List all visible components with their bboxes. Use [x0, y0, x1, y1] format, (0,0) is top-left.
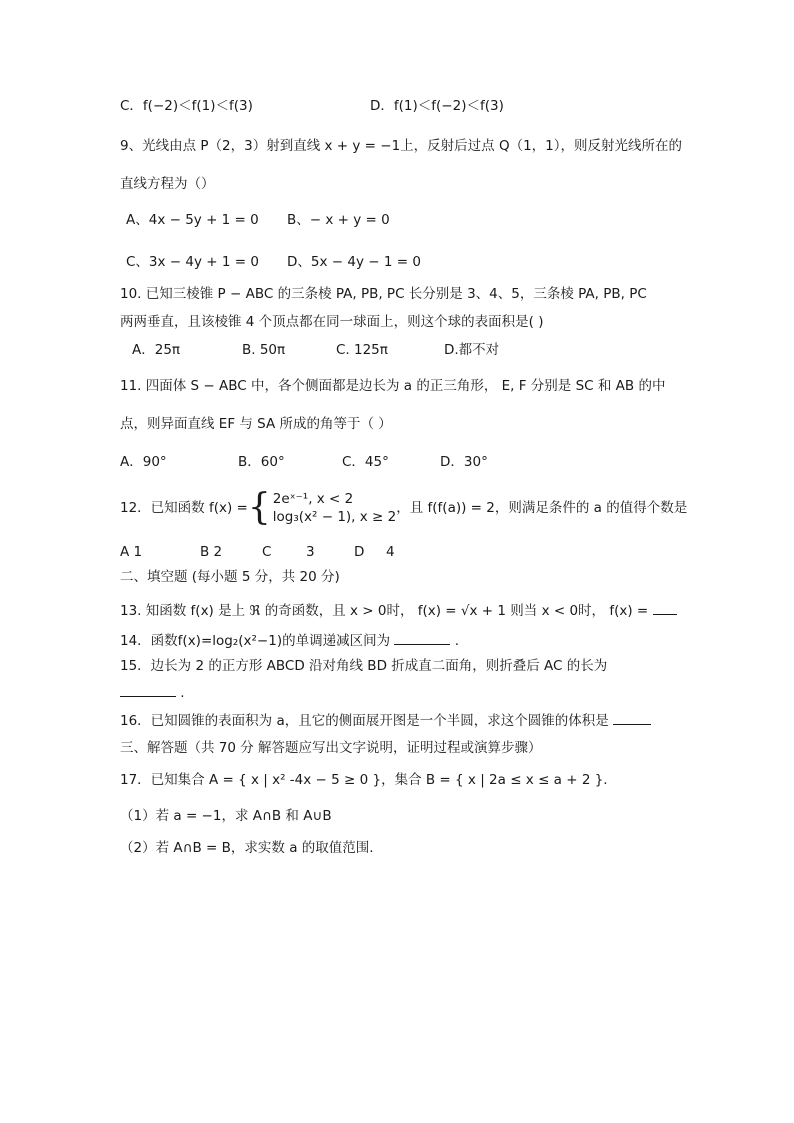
section-solution-heading: 三、解答题（共 70 分 解答题应写出文字说明，证明过程或演算步骤） [120, 740, 542, 756]
q10-stem-line2: 两两垂直，且该棱锥 4 个顶点都在同一球面上，则这个球的表面积是( ) [120, 314, 544, 330]
q12-case1: 2eˣ⁻¹, x < 2 [272, 491, 354, 507]
q15-answer-blank[interactable] [120, 682, 176, 697]
q9-option-d: D、5x − 4y − 1 = 0 [287, 254, 421, 270]
q11-option-b: B．60° [238, 454, 285, 470]
q11-stem-line1: 11. 四面体 S − ABC 中，各个侧面都是边长为 a 的正三角形， E, F 分别是 SC 和 AB 的中 [120, 378, 666, 394]
q12-suffix: ，且 f(f(a)) = 2，则满足条件的 a 的值得个数是 [396, 500, 688, 516]
q9-stem-line1: 9、光线由点 P（2，3）射到直线 x + y = −1上，反射后过点 Q（1，1），则反射光线所在的 [120, 138, 683, 154]
q17-part1: （1）若 a = −1，求 A∩B 和 A∪B [120, 808, 332, 824]
q12-stem [120, 487, 688, 528]
q10-option-c: C. 125π [336, 342, 388, 358]
q11-option-d: D．30° [440, 454, 488, 470]
q10-stem-line1: 10. 已知三棱锥 P − ABC 的三条棱 PA, PB, PC 长分别是 3、4、5，三条棱 PA, PB, PC [120, 286, 647, 302]
q17-part2: （2）若 A∩B = B，求实数 a 的取值范围. [120, 840, 374, 856]
q16-answer-blank[interactable] [613, 710, 651, 725]
q17-stem: 17．已知集合 A = { x | x² -4x − 5 ≥ 0 }，集合 B = { x | 2a ≤ x ≤ a + 2 }. [120, 772, 608, 788]
q8-option-c: C．f(−2)＜f(1)＜f(3) [120, 98, 253, 114]
q11-stem-line2: 点，则异面直线 EF 与 SA 所成的角等于（ ） [120, 416, 392, 432]
q12-option-d: D [354, 544, 365, 560]
q16-line [120, 710, 651, 731]
q12-brace: { [247, 487, 271, 528]
q12-option-a: A 1 [120, 544, 143, 560]
q9-option-c: C、3x − 4y + 1 = 0 [126, 254, 259, 270]
q12-piecewise [247, 487, 397, 528]
q9-stem-line2: 直线方程为（） [120, 176, 215, 192]
q13-answer-blank[interactable] [653, 600, 677, 615]
q13-text: 13. 知函数 f(x) 是上 ℜ 的奇函数，且 x > 0时， f(x) = √x + 1 则当 x < 0时， f(x) = [120, 603, 649, 619]
q14-answer-blank[interactable] [394, 630, 450, 645]
q12-prefix: 12．已知函数 f(x) = [120, 500, 248, 516]
section-fill-in-heading: 二、填空题 (每小题 5 分，共 20 分) [120, 569, 340, 585]
q14-period: . [454, 633, 459, 649]
q13-line [120, 600, 677, 621]
q15-line1: 15．边长为 2 的正方形 ABCD 沿对角线 BD 折成直二面角，则折叠后 AC 的长为 [120, 658, 608, 674]
q9-option-a: A、4x − 5y + 1 = 0 [126, 212, 259, 228]
q14-text: 14．函数f(x)=log₂(x²−1)的单调递减区间为 [120, 633, 391, 649]
q15-period: . [180, 685, 185, 701]
q12-option-c: C [262, 544, 272, 560]
q16-text: 16．已知圆锥的表面积为 a，且它的侧面展开图是一个半圆，求这个圆锥的体积是 [120, 713, 609, 729]
q15-line2 [120, 682, 185, 703]
q8-option-d: D．f(1)＜f(−2)＜f(3) [370, 98, 504, 114]
q12-option-d-value: 4 [386, 544, 395, 560]
q12-option-b: B 2 [200, 544, 223, 560]
q10-option-a: A．25π [132, 342, 181, 358]
q11-option-c: C．45° [342, 454, 389, 470]
q9-option-b: B、− x + y = 0 [287, 212, 390, 228]
q11-option-a: A．90° [120, 454, 167, 470]
q12-case2: log₃(x² − 1), x ≥ 2 [272, 509, 397, 525]
q10-option-b: B. 50π [242, 342, 286, 358]
q14-line [120, 630, 459, 651]
q10-option-d: D.都不对 [444, 342, 500, 358]
q12-option-c-value: 3 [306, 544, 315, 560]
